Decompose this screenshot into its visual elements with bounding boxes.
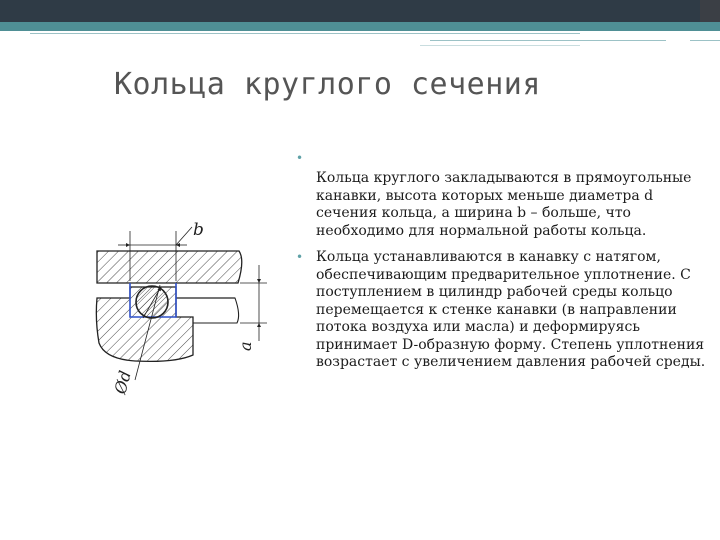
bullet-list bbox=[292, 150, 707, 372]
cylinder-wall bbox=[97, 251, 242, 283]
bullet-item bbox=[292, 150, 707, 240]
bullet-marker: • bbox=[296, 250, 304, 264]
header-bar bbox=[0, 0, 720, 22]
dimension-label-a: a bbox=[236, 341, 255, 351]
header-rule bbox=[690, 40, 720, 41]
header-rule bbox=[30, 33, 580, 34]
header-accent-stripe bbox=[0, 22, 720, 31]
header-rule bbox=[420, 45, 580, 46]
dimension-label-b: b bbox=[193, 220, 204, 240]
bullet-text: Кольца круглого закладываются в прямоугольные канавки, высота которых меньше диаметра d сечения кольца, а ширина b – больше, что необходимо для нормальной работы кольца. bbox=[316, 170, 692, 239]
slide-title: Кольца круглого сечения bbox=[114, 67, 541, 102]
bullet-item bbox=[292, 249, 707, 372]
header-rule bbox=[430, 40, 666, 41]
bullet-text: Кольца устанавливаются в канавку с натягом, обеспечивающим предварительное уплотнение. С поступлением в цилиндр рабочей среды кольцо перемещается к стенке канавки (в направлении потока воздуха или масла) и деформируясь принимает D-образную форму. Степень уплотнения возрастает с увеличением давления рабочей среды. bbox=[316, 249, 706, 370]
dimension-label-d: Ød bbox=[110, 368, 135, 397]
bullet-marker: • bbox=[296, 151, 304, 165]
o-ring-groove-drawing bbox=[95, 205, 285, 405]
header-bar-corner bbox=[700, 0, 720, 22]
